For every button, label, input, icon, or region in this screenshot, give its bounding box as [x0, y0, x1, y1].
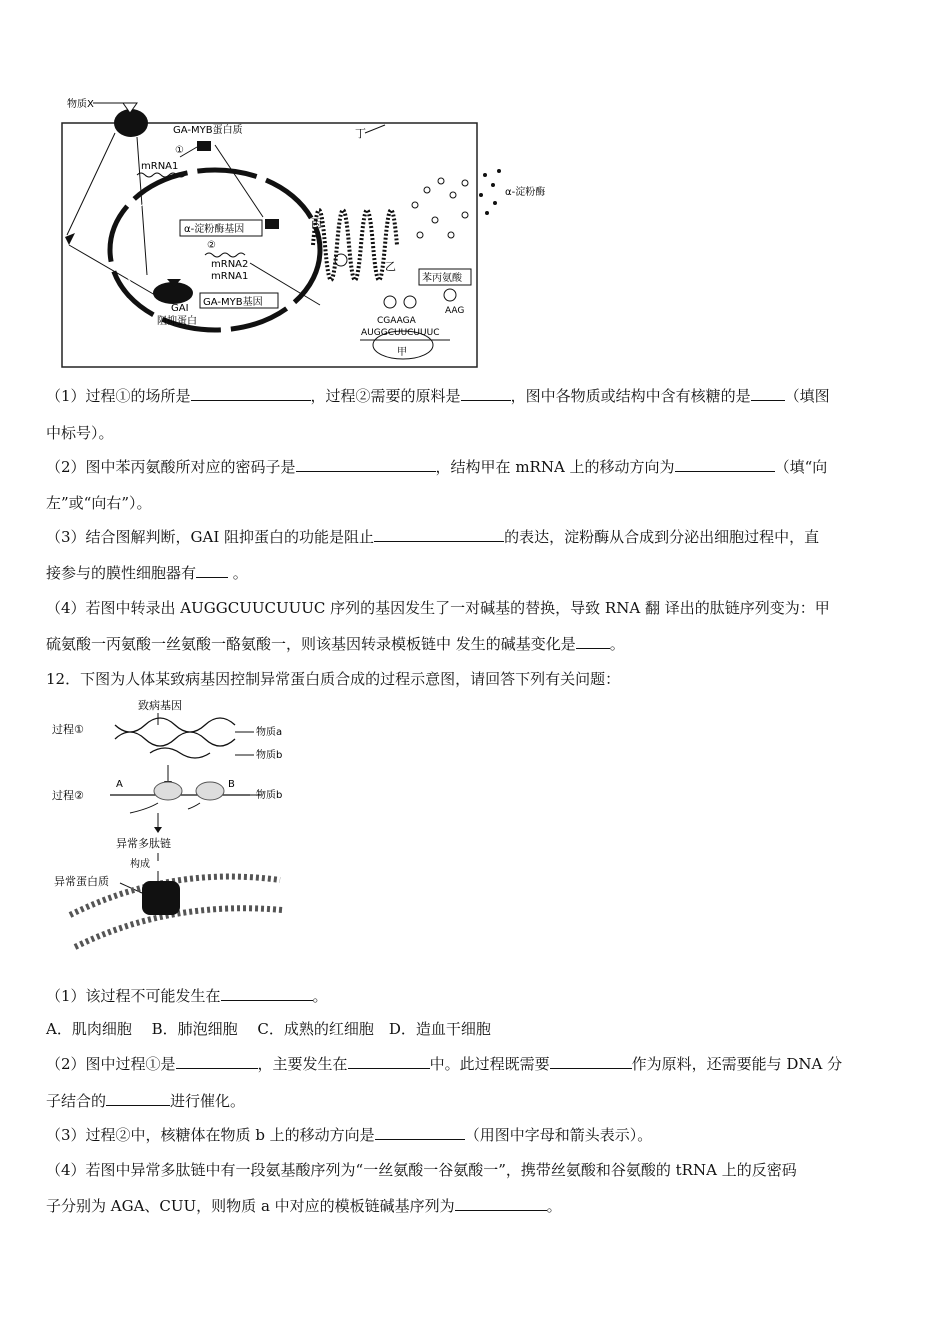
q12-part4-line2: 子分别为 AGA、CUU，则物质 a 中对应的模板链碱基序列为 。: [46, 1197, 562, 1215]
label-ga-myb-gene: GA-MYB基因: [203, 297, 263, 308]
label-gai: GAI: [171, 303, 189, 314]
fig2-label-compose: 构成: [130, 859, 150, 870]
receptor-blob: [114, 109, 148, 137]
label-aag: AAG: [445, 306, 465, 316]
label-step2: ②: [207, 240, 216, 251]
blank-q12-1[interactable]: [221, 986, 313, 1001]
blank-q12-4-template[interactable]: [455, 1196, 547, 1211]
blank-q11-2-direction[interactable]: [675, 457, 775, 472]
fig2-label-A: A: [116, 779, 123, 790]
label-ga-myb-protein: GA-MYB蛋白质: [173, 125, 243, 136]
label-ding: 丁: [355, 127, 366, 140]
alpha-amylase-dots: [479, 169, 501, 215]
blank-q11-2-codon[interactable]: [296, 457, 436, 472]
fig2-label-gene: 致病基因: [138, 699, 182, 712]
fig2-label-abn-peptide: 异常多肽链: [116, 837, 171, 850]
blank-q11-3-organelles[interactable]: [196, 563, 228, 578]
label-cgaaga: CGAAGA: [377, 316, 416, 326]
membrane-bilayer-bottom: [75, 908, 282, 947]
q12-part2-line1: （2）图中过程①是 ，主要发生在 中。此过程既需要 作为原料，还需要能与 DNA 分: [46, 1055, 843, 1073]
label-mrna1-bottom: mRNA1: [211, 271, 249, 282]
secretory-vesicles: [412, 178, 468, 238]
abnormal-protein-shape: [142, 881, 180, 915]
blank-q12-2-material[interactable]: [550, 1054, 632, 1069]
q11-part1-line2: 中标号）。: [46, 424, 114, 442]
q12-part1-line1: （1）该过程不可能发生在 。: [46, 987, 328, 1005]
ribosome-1: [154, 782, 182, 800]
q11-part1-line1: （1）过程①的场所是 ，过程②需要的原料是 ，图中各物质或结构中含有核糖的是 （填图: [46, 387, 830, 405]
ga-myb-bound-shape: [265, 219, 279, 229]
ga-myb-protein-shape: [197, 141, 211, 151]
blank-q11-1-site[interactable]: [191, 386, 311, 401]
figure-abnormal-protein: [50, 695, 310, 965]
mrna2-wave: [205, 253, 245, 257]
q12-part2-line2: 子结合的 进行催化。: [46, 1092, 246, 1110]
label-substance-x: 物质X: [67, 99, 94, 110]
blank-q12-2-enzyme[interactable]: [106, 1091, 170, 1106]
q11-part3-line2: 接参与的膜性细胞器有 。: [46, 564, 248, 582]
q11-part2-line1: （2）图中苯丙氨酸所对应的密码子是 ，结构甲在 mRNA 上的移动方向为 （填“向: [46, 458, 828, 476]
figure-gibberellin-pathway: [55, 95, 565, 375]
q11-part2-line2: 左”或“向右”）。: [46, 494, 152, 512]
blank-q11-1-ribose[interactable]: [751, 386, 785, 401]
q11-part3-line1: （3）结合图解判断，GAI 阻抑蛋白的功能是阻止 的表达，淀粉酶从合成到分泌出细胞过程中，直: [46, 528, 820, 546]
blank-q11-3-gene[interactable]: [374, 527, 504, 542]
blank-q11-1-material[interactable]: [461, 386, 511, 401]
fig2-label-abn-protein: 异常蛋白质: [54, 875, 109, 888]
fig2-label-proc1: 过程①: [52, 723, 84, 736]
arrow-head-left: [65, 233, 75, 245]
dna-double-helix: [115, 718, 235, 746]
label-mrna2: mRNA2: [211, 259, 249, 270]
label-phe: 苯丙氨酸: [422, 273, 462, 284]
fig2-label-sub-b1: 物质b: [256, 750, 283, 761]
q12-part3-line1: （3）过程②中，核糖体在物质 b 上的移动方向是 （用图中字母和箭头表示）。: [46, 1126, 653, 1144]
fig2-label-sub-a: 物质a: [256, 727, 283, 738]
label-bing: 丙: [311, 217, 322, 230]
fig2-label-sub-b2: 物质b: [256, 790, 283, 801]
ribosome-2: [196, 782, 224, 800]
blank-q12-3-direction[interactable]: [375, 1125, 465, 1140]
label-jia: 甲: [397, 347, 407, 358]
label-step1: ①: [175, 145, 184, 156]
blank-q11-4-base-change[interactable]: [576, 634, 610, 649]
label-gai-protein: 阻抑蛋白: [157, 316, 197, 327]
label-alpha-gene: α-淀粉酶基因: [184, 224, 245, 235]
label-mrna1-top: mRNA1: [141, 161, 179, 172]
fig2-label-proc2: 过程②: [52, 789, 84, 802]
blank-q12-2-process[interactable]: [176, 1054, 258, 1069]
q12-part4-line1: （4）若图中异常多肽链中有一段氨基酸序列为“一丝氨酸一谷氨酸一”，携带丝氨酸和谷氨酸的 tRNA 上的反密码: [46, 1161, 797, 1179]
rna-strand-b: [150, 748, 210, 758]
q12-options: A．肌肉细胞 B．肺泡细胞 C．成熟的红细胞 D．造血干细胞: [46, 1020, 491, 1038]
blank-q12-2-location[interactable]: [348, 1054, 430, 1069]
q12-title: 12．下图为人体某致病基因控制异常蛋白质合成的过程示意图，请回答下列有关问题：: [46, 670, 621, 688]
label-mrna-seq: AUGGCUUCUUUC: [361, 328, 440, 338]
label-alpha-amylase: α-淀粉酶: [505, 187, 546, 198]
label-yi: 乙: [385, 260, 396, 273]
q11-part4-line2: 硫氨酸一丙氨酸一丝氨酸一酪氨酸一，则该基因转录模板链中 发生的碱基变化是 。: [46, 635, 625, 653]
fig2-label-B: B: [228, 779, 235, 790]
q11-part4-line1: （4）若图中转录出 AUGGCUUCUUUC 序列的基因发生了一对碱基的替换，导致 RNA 翻 译出的肽链序列变为：甲: [46, 599, 830, 617]
